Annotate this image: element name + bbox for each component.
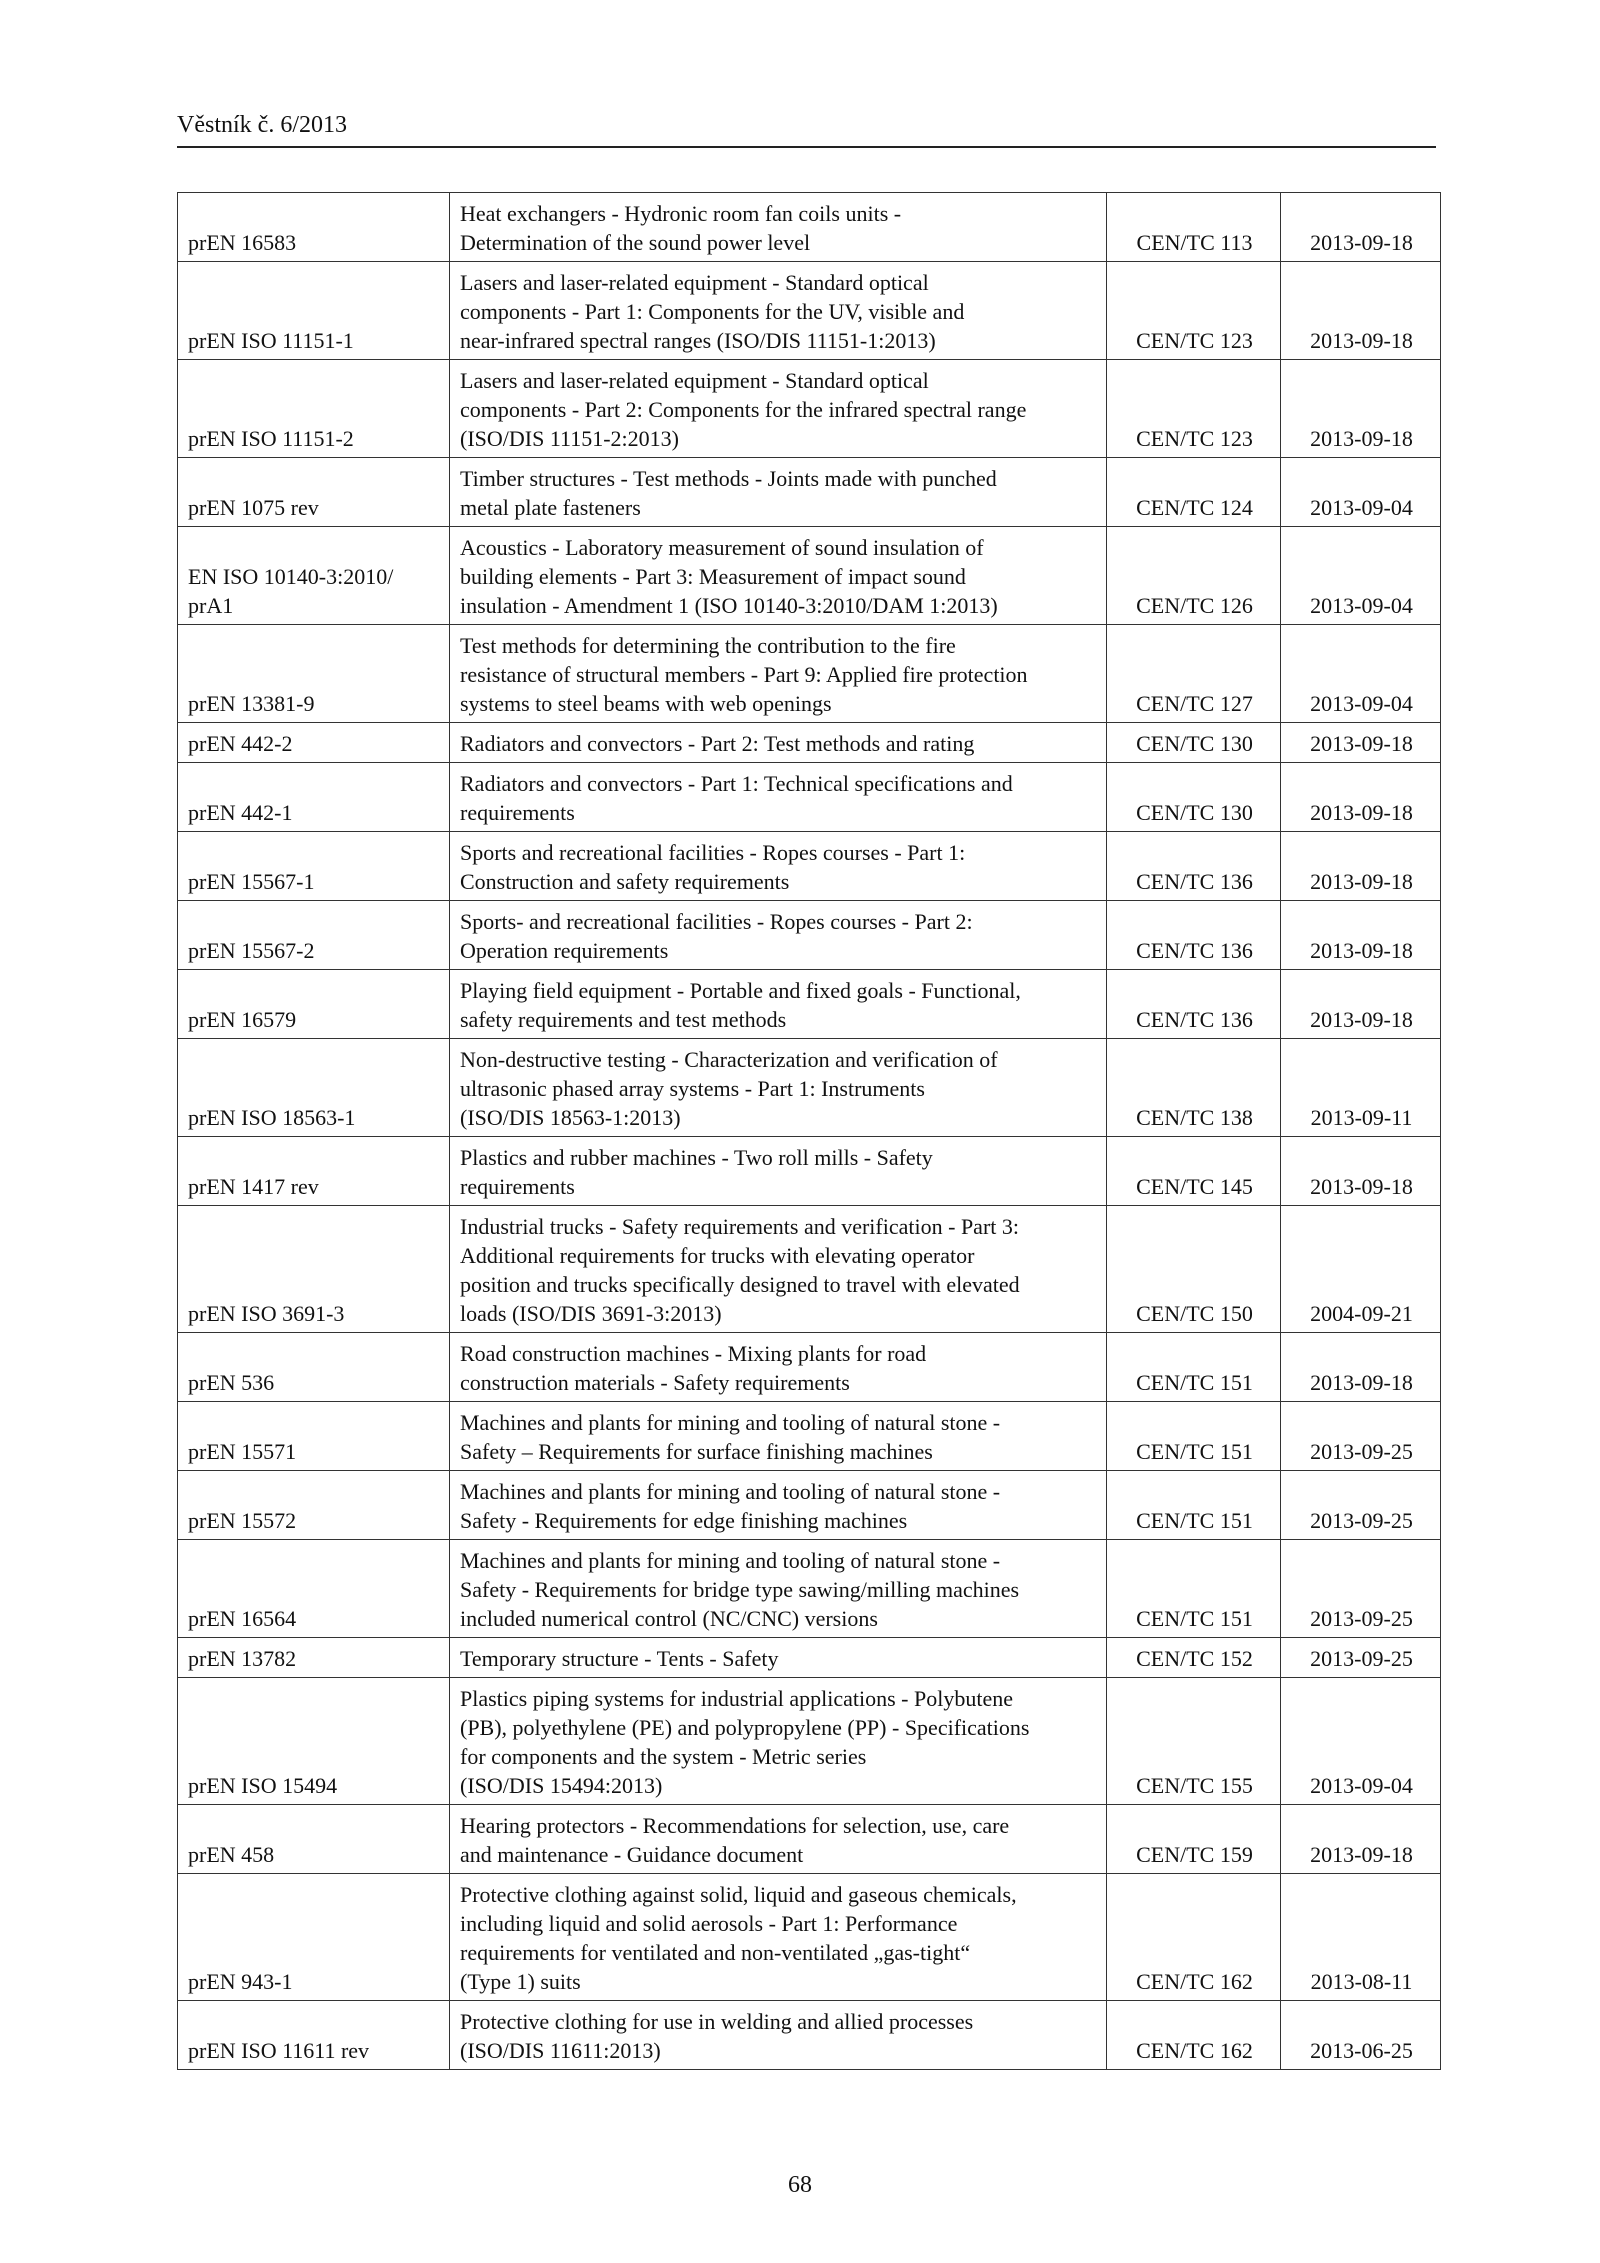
standard-code-cell (178, 1678, 450, 1805)
description-line: Sports and recreational facilities - Ropes courses - Part 1: (460, 840, 966, 865)
description-line: and maintenance - Guidance document (460, 1842, 804, 1867)
table-row (178, 1540, 1441, 1638)
description-cell (450, 901, 1107, 970)
standard-code: prEN 442-1 (188, 800, 293, 825)
standard-code: prEN ISO 3691-3 (188, 1301, 345, 1326)
description-line: position and trucks specifically designed to travel with elevated (460, 1272, 1020, 1297)
description-line: Playing field equipment - Portable and fixed goals - Functional, (460, 978, 1021, 1003)
description-line: Determination of the sound power level (460, 230, 811, 255)
description-line: insulation - Amendment 1 (ISO 10140-3:2010/DAM 1:2013) (460, 593, 998, 618)
description-line: Operation requirements (460, 938, 669, 963)
description-cell (450, 262, 1107, 360)
description-line: components - Part 1: Components for the UV, visible and (460, 299, 965, 324)
standard-code: prEN 442-2 (188, 731, 293, 756)
standard-code: prEN 458 (188, 1842, 275, 1867)
standard-code-cell (178, 625, 450, 723)
description-cell (450, 832, 1107, 901)
standard-code: prEN ISO 18563-1 (188, 1105, 356, 1130)
description-cell (450, 763, 1107, 832)
standard-code-cell (178, 763, 450, 832)
standard-code: prEN 15571 (188, 1439, 297, 1464)
standard-code: prEN ISO 11611 rev (188, 2038, 370, 2063)
description-line: (ISO/DIS 11151-2:2013) (460, 426, 679, 451)
standard-code-cell (178, 1333, 450, 1402)
description-line: Machines and plants for mining and tooling of natural stone - (460, 1548, 1001, 1573)
description-line: Plastics piping systems for industrial applications - Polybutene (460, 1686, 1013, 1711)
standard-code: prEN 1417 rev (188, 1174, 319, 1199)
standards-table (177, 192, 1441, 2070)
description-cell (450, 625, 1107, 723)
description-line: Construction and safety requirements (460, 869, 790, 894)
description-line: resistance of structural members - Part 9: Applied fire protection (460, 662, 1028, 687)
committee-cell: CEN/TC 162 (1107, 1874, 1281, 2001)
table-row (178, 1137, 1441, 1206)
description-line: building elements - Part 3: Measurement of impact sound (460, 564, 966, 589)
standard-code: prEN 16583 (188, 230, 297, 255)
standard-code: prA1 (188, 593, 234, 618)
description-line: Protective clothing for use in welding and allied processes (460, 2009, 974, 2034)
description-cell (450, 360, 1107, 458)
standard-code: prEN 1075 rev (188, 495, 319, 520)
description-line: Temporary structure - Tents - Safety (460, 1646, 779, 1671)
description-line: Radiators and convectors - Part 2: Test methods and rating (460, 731, 975, 756)
standard-code: prEN ISO 11151-1 (188, 328, 354, 353)
description-line: safety requirements and test methods (460, 1007, 787, 1032)
standard-code-cell (178, 1471, 450, 1540)
date-cell: 2013-09-18 (1281, 1333, 1441, 1402)
description-line: Sports- and recreational facilities - Ropes courses - Part 2: (460, 909, 973, 934)
table-row (178, 1805, 1441, 1874)
table-row (178, 262, 1441, 360)
description-line: Machines and plants for mining and tooling of natural stone - (460, 1479, 1001, 1504)
description-line: Radiators and convectors - Part 1: Technical specifications and (460, 771, 1013, 796)
description-cell (450, 1471, 1107, 1540)
standard-code-cell (178, 723, 450, 763)
table-row (178, 625, 1441, 723)
standard-code-cell (178, 1402, 450, 1471)
description-cell (450, 1206, 1107, 1333)
committee-cell: CEN/TC 151 (1107, 1402, 1281, 1471)
description-line: Timber structures - Test methods - Joints made with punched (460, 466, 997, 491)
description-line: Acoustics - Laboratory measurement of sound insulation of (460, 535, 984, 560)
description-line: including liquid and solid aerosols - Part 1: Performance (460, 1911, 958, 1936)
committee-cell: CEN/TC 123 (1107, 360, 1281, 458)
description-line: Lasers and laser-related equipment - Standard optical (460, 368, 929, 393)
table-row (178, 1471, 1441, 1540)
date-cell: 2013-09-25 (1281, 1471, 1441, 1540)
standard-code: prEN 15572 (188, 1508, 297, 1533)
description-cell (450, 193, 1107, 262)
description-line: (ISO/DIS 15494:2013) (460, 1773, 663, 1798)
standard-code: prEN 16579 (188, 1007, 297, 1032)
date-cell: 2013-09-18 (1281, 360, 1441, 458)
committee-cell: CEN/TC 150 (1107, 1206, 1281, 1333)
date-cell: 2013-09-18 (1281, 1805, 1441, 1874)
committee-cell: CEN/TC 152 (1107, 1638, 1281, 1678)
description-cell (450, 970, 1107, 1039)
standard-code: prEN ISO 11151-2 (188, 426, 354, 451)
table-row (178, 1638, 1441, 1678)
description-line: Protective clothing against solid, liquid and gaseous chemicals, (460, 1882, 1017, 1907)
description-line: Additional requirements for trucks with elevating operator (460, 1243, 975, 1268)
description-line: Safety – Requirements for surface finishing machines (460, 1439, 933, 1464)
description-line: requirements (460, 800, 575, 825)
committee-cell: CEN/TC 126 (1107, 527, 1281, 625)
table-row (178, 901, 1441, 970)
description-cell (450, 1540, 1107, 1638)
standard-code-cell (178, 458, 450, 527)
date-cell: 2013-08-11 (1281, 1874, 1441, 2001)
standard-code-cell (178, 262, 450, 360)
table-row (178, 1206, 1441, 1333)
description-cell (450, 1638, 1107, 1678)
standard-code: prEN 15567-1 (188, 869, 315, 894)
description-line: systems to steel beams with web openings (460, 691, 832, 716)
date-cell: 2013-09-18 (1281, 901, 1441, 970)
description-line: Test methods for determining the contribution to the fire (460, 633, 956, 658)
table-row (178, 527, 1441, 625)
description-cell (450, 1402, 1107, 1471)
description-line: Non-destructive testing - Characterization and verification of (460, 1047, 998, 1072)
description-line: Road construction machines - Mixing plants for road (460, 1341, 927, 1366)
table-row (178, 763, 1441, 832)
description-line: components - Part 2: Components for the infrared spectral range (460, 397, 1027, 422)
standard-code-cell (178, 193, 450, 262)
date-cell: 2013-06-25 (1281, 2001, 1441, 2070)
description-line: ultrasonic phased array systems - Part 1: Instruments (460, 1076, 925, 1101)
date-cell: 2013-09-18 (1281, 832, 1441, 901)
description-line: near-infrared spectral ranges (ISO/DIS 11151-1:2013) (460, 328, 936, 353)
page-number: 68 (788, 2172, 812, 2198)
date-cell: 2013-09-04 (1281, 527, 1441, 625)
standard-code-cell (178, 360, 450, 458)
description-cell (450, 1805, 1107, 1874)
description-line: metal plate fasteners (460, 495, 641, 520)
date-cell: 2013-09-04 (1281, 625, 1441, 723)
committee-cell: CEN/TC 155 (1107, 1678, 1281, 1805)
committee-cell: CEN/TC 130 (1107, 723, 1281, 763)
description-line: Machines and plants for mining and tooling of natural stone - (460, 1410, 1001, 1435)
standard-code-cell (178, 970, 450, 1039)
table-row (178, 360, 1441, 458)
description-cell (450, 527, 1107, 625)
standard-code: prEN 943-1 (188, 1969, 293, 1994)
committee-cell: CEN/TC 159 (1107, 1805, 1281, 1874)
header-divider (177, 146, 1436, 148)
table-row (178, 723, 1441, 763)
committee-cell: CEN/TC 123 (1107, 262, 1281, 360)
committee-cell: CEN/TC 151 (1107, 1540, 1281, 1638)
description-cell (450, 1137, 1107, 1206)
description-line: for components and the system - Metric series (460, 1744, 867, 1769)
table-row (178, 970, 1441, 1039)
description-line: construction materials - Safety requirements (460, 1370, 850, 1395)
description-line: Hearing protectors - Recommendations for selection, use, care (460, 1813, 1010, 1838)
date-cell: 2013-09-25 (1281, 1638, 1441, 1678)
table-row (178, 1333, 1441, 1402)
description-line: (ISO/DIS 11611:2013) (460, 2038, 661, 2063)
table-row (178, 2001, 1441, 2070)
description-line: requirements (460, 1174, 575, 1199)
description-line: Lasers and laser-related equipment - Standard optical (460, 270, 929, 295)
standard-code: prEN 13782 (188, 1646, 297, 1671)
date-cell: 2013-09-18 (1281, 262, 1441, 360)
standard-code-cell (178, 1137, 450, 1206)
description-line: Heat exchangers - Hydronic room fan coils units - (460, 201, 902, 226)
committee-cell: CEN/TC 113 (1107, 193, 1281, 262)
description-cell (450, 1678, 1107, 1805)
date-cell: 2013-09-04 (1281, 1678, 1441, 1805)
standard-code: prEN ISO 15494 (188, 1773, 338, 1798)
standard-code: prEN 16564 (188, 1606, 297, 1631)
table-row (178, 1039, 1441, 1137)
table-row (178, 1874, 1441, 2001)
committee-cell: CEN/TC 127 (1107, 625, 1281, 723)
table-row (178, 832, 1441, 901)
standard-code-cell (178, 1874, 450, 2001)
description-cell (450, 2001, 1107, 2070)
standard-code-cell (178, 832, 450, 901)
table-row (178, 1678, 1441, 1805)
standard-code-cell (178, 1039, 450, 1137)
running-header: Věstník č. 6/2013 (177, 112, 347, 138)
standard-code-cell (178, 1540, 450, 1638)
committee-cell: CEN/TC 151 (1107, 1471, 1281, 1540)
committee-cell: CEN/TC 136 (1107, 970, 1281, 1039)
description-cell (450, 1874, 1107, 2001)
description-line: Plastics and rubber machines - Two roll mills - Safety (460, 1145, 933, 1170)
committee-cell: CEN/TC 124 (1107, 458, 1281, 527)
committee-cell: CEN/TC 138 (1107, 1039, 1281, 1137)
committee-cell: CEN/TC 130 (1107, 763, 1281, 832)
description-cell (450, 1333, 1107, 1402)
table-row (178, 458, 1441, 527)
committee-cell: CEN/TC 136 (1107, 832, 1281, 901)
standard-code: EN ISO 10140-3:2010/ (188, 564, 394, 589)
standard-code: prEN 13381-9 (188, 691, 315, 716)
committee-cell: CEN/TC 145 (1107, 1137, 1281, 1206)
standard-code-cell (178, 527, 450, 625)
description-line: (Type 1) suits (460, 1969, 581, 1994)
standard-code: prEN 536 (188, 1370, 275, 1395)
date-cell: 2013-09-25 (1281, 1540, 1441, 1638)
table-row (178, 193, 1441, 262)
description-line: Safety - Requirements for edge finishing machines (460, 1508, 908, 1533)
description-line: included numerical control (NC/CNC) versions (460, 1606, 878, 1631)
description-line: (ISO/DIS 18563-1:2013) (460, 1105, 681, 1130)
standard-code-cell (178, 901, 450, 970)
date-cell: 2013-09-18 (1281, 970, 1441, 1039)
date-cell: 2013-09-25 (1281, 1402, 1441, 1471)
standard-code-cell (178, 2001, 450, 2070)
date-cell: 2013-09-11 (1281, 1039, 1441, 1137)
date-cell: 2004-09-21 (1281, 1206, 1441, 1333)
description-cell (450, 458, 1107, 527)
date-cell: 2013-09-18 (1281, 1137, 1441, 1206)
date-cell: 2013-09-18 (1281, 723, 1441, 763)
date-cell: 2013-09-04 (1281, 458, 1441, 527)
description-line: Industrial trucks - Safety requirements and verification - Part 3: (460, 1214, 1019, 1239)
table-row (178, 1402, 1441, 1471)
standard-code-cell (178, 1805, 450, 1874)
date-cell: 2013-09-18 (1281, 193, 1441, 262)
description-cell (450, 1039, 1107, 1137)
standard-code: prEN 15567-2 (188, 938, 315, 963)
date-cell: 2013-09-18 (1281, 763, 1441, 832)
description-cell (450, 723, 1107, 763)
committee-cell: CEN/TC 162 (1107, 2001, 1281, 2070)
committee-cell: CEN/TC 136 (1107, 901, 1281, 970)
description-line: loads (ISO/DIS 3691-3:2013) (460, 1301, 722, 1326)
standard-code-cell (178, 1206, 450, 1333)
committee-cell: CEN/TC 151 (1107, 1333, 1281, 1402)
description-line: (PB), polyethylene (PE) and polypropylene (PP) - Specifications (460, 1715, 1030, 1740)
description-line: requirements for ventilated and non-ventilated „gas-tight“ (460, 1940, 971, 1965)
standard-code-cell (178, 1638, 450, 1678)
description-line: Safety - Requirements for bridge type sawing/milling machines (460, 1577, 1020, 1602)
